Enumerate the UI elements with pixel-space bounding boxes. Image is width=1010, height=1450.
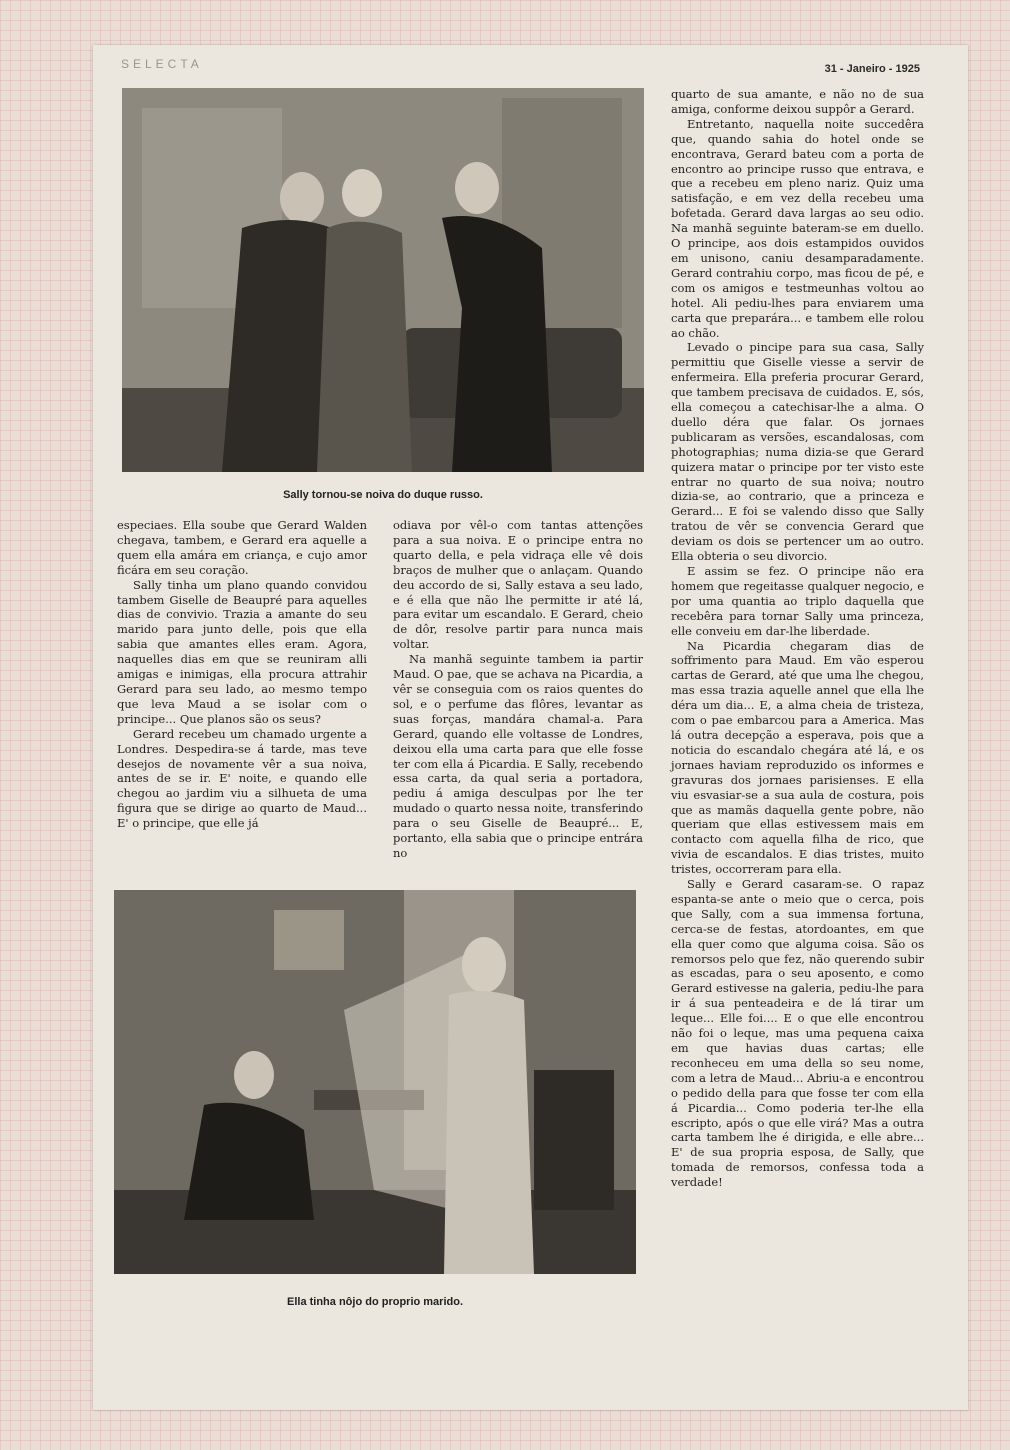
paragraph: Na Picardia chegaram dias de soffrimento para Maud. Em vão esperou cartas de Gerard, até que uma lhe chegou, mas essa trazia aquelle annel que ella lhe déra um dia... E, a alma cheia de tristeza, com o pae embarcou para a America. Mas lá outra decepção a esperava, pois que a noticia do escandalo chegára até lá, e os jornaes haviam reproduzido os informes e gravuras dos jornaes parisienses. E ella viu esvasiar-se a sua aula de costura, pois que as mamãs daquella gente pobre, não queriam que ellas estivessem mais em contacto com aquella filha de rico, que vivia de escandalos. E dias tristes, muito tristes, occorreram para ella. — [671, 638, 924, 877]
paragraph: odiava por vêl-o com tantas attenções para a sua noiva. E o principe entra no quarto della, e pela vidraça elle vê dois braços de mulher que o anlaçam. Quando deu accordo de si, Sally estava a seu lado, e é ella que não lhe permitte ir até lá, para evitar um escandalo. E Gerard, cheio de dôr, resolve partir para nunca mais voltar. — [393, 518, 643, 652]
issue-date: 31 - Janeiro - 1925 — [824, 63, 920, 75]
paragraph: Gerard recebeu um chamado urgente a Londres. Despedira-se á tarde, mas teve desejos de novamente vêr a sua noiva, antes de se ir. E' noite, e quando elle chegou ao jardim viu a silhueta de uma figura que se dirige ao quarto de Maud... E' o principe, que elle já — [117, 726, 367, 831]
masthead: SELECTA — [121, 57, 203, 71]
magazine-page — [93, 45, 968, 1410]
photo-caption-top: Sally tornou-se noiva do duque russo. — [283, 489, 483, 501]
text-column-left — [117, 518, 367, 831]
photo-engagement-illustration — [122, 88, 644, 472]
photo-bedroom-illustration — [114, 890, 636, 1274]
paragraph: Levado o pincipe para sua casa, Sally permittiu que Giselle viesse a servir de enfermeira. Ella preferia procurar Gerard, que tambem precisava de cuidados. E, sós, ella começou a catechisar-lhe a alma. O duello déra que falar. Os jornaes publicaram as versões, escandalosas, com photographias; numa dizia-se que Gerard quizera matar o principe por ter visto este entrar no quarto de sua noiva; noutro dizia-se, ao contrario, que a princeza e Gerard... E foi se valendo disso que Sally tratou de vêr se convencia Gerard que deviam os dois se pertencer um ao outro. Ella obteria o seu divorcio. — [671, 340, 924, 564]
paragraph: especiaes. Ella soube que Gerard Walden chegava, tambem, e Gerard era aquelle a quem ella amára em criança, e cujo amor ficára em seu coração. — [117, 518, 367, 577]
paragraph: Sally e Gerard casaram-se. O rapaz espanta-se ante o meio que o cerca, pois que Sally, com a sua immensa fortuna, cerca-se de festas, atordoantes, em que ella quer como que alguma coisa. São os remorsos pelo que fez, não querendo subir as escadas, para o seu aposento, e como Gerard estivesse na galeria, pediu-lhe para ir á sua penteadeira e de lá tirar um leque... Elle foi.... E o que elle encontrou não foi o leque, mas uma pequena caixa em que havias duas cartas; elle reconheceu em uma della so seu nome, com a letra de Maud... Abriu-a e encontrou o pedido della para que fosse ter com ella á Picardia... Como poderia ter-lhe ella escripto, após o que elle virá? Mas a outra carta tambem lhe é dirigida, e elle abre... E' de sua propria esposa, de Sally, que tomada de remorsos, confessa toda a verdade! — [671, 877, 924, 1190]
text-column-middle — [393, 518, 643, 861]
paragraph: Entretanto, naquella noite succedêra que, quando sahia do hotel onde se encontrava, Gerard bateu com a porta de encontro ao principe russo que entrava, e que a recebeu em pleno nariz. Quiz uma satisfação, e em vez della recebeu uma bofetada. Gerard dava largas ao seu odio. Na manhã seguinte bateram-se em duello. O principe, aos dois estampidos ouvidos em unisono, caniu desamparadamente. Gerard contrahiu corpo, mas ficou de pé, e com os amigos e testmeunhas voltou ao hotel. Ali pediu-lhes para enviarem uma carta que preparára... e tambem elle rolou ao chão. — [671, 116, 924, 340]
photo-engagement-scene — [122, 88, 644, 472]
text-column-right — [671, 87, 924, 1190]
photo-caption-bottom: Ella tinha nôjo do proprio marido. — [287, 1296, 463, 1308]
paragraph: quarto de sua amante, e não no de sua amiga, conforme deixou suppôr a Gerard. — [671, 87, 924, 116]
photo-bedroom-scene — [114, 890, 636, 1274]
paragraph: E assim se fez. O principe não era homem que regeitasse qualquer negocio, e por uma quantia ao triplo daquella que recebêra para tornar Sally uma princeza, elle conveiu em dar-lhe liberdade. — [671, 564, 924, 638]
paragraph: Sally tinha um plano quando convidou tambem Giselle de Beaupré para aquelles dias de convivio. Trazia a amante do seu marido para junto delle, pois que ella sabia que amantes elles eram. Agora, naquelles dias em que se reuniram alli amigas e inimigas, ella procura attrahir Gerard para seu lado, ao mesmo tempo que leva Maud a se isolar com o principe... Que planos são os seus? — [117, 577, 367, 726]
paragraph: Na manhã seguinte tambem ia partir Maud. O pae, que se achava na Picardia, a vêr se conseguia com os raios quentes do sol, e o perfume das flôres, levantar as suas forças, mandára chamal-a. Para Gerard, quando elle voltasse de Londres, deixou ella uma carta para que elle fosse ter com ella á Picardia. E Sally, recebendo essa carta, da qual seria a portadora, pediu á amiga desculpas por lhe ter mudado o quarto nessa noite, transferindo para o seu Giselle de Beaupré... E, portanto, ella sabia que o principe entrára no — [393, 652, 643, 860]
